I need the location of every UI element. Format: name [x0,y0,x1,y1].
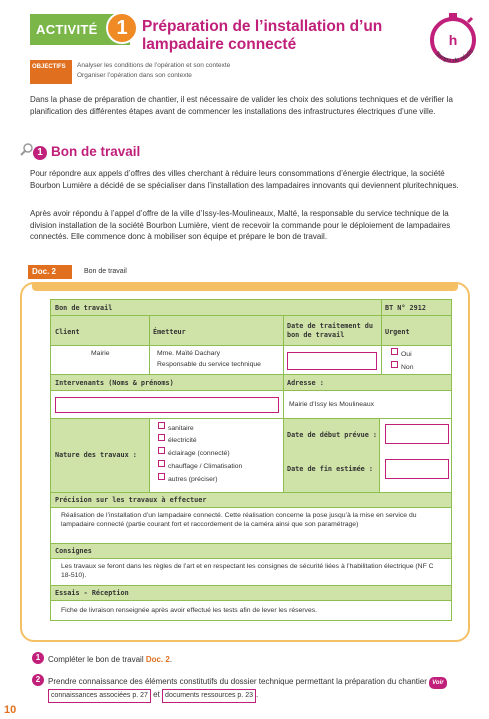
objectives-list [77,61,230,81]
form-title: Bon de travail [55,304,113,312]
date-fin-field[interactable] [385,459,449,479]
voir-badge: Voir [429,677,446,689]
activity-number: 1 [106,12,138,44]
nature-option: éclairage (connecté) [168,450,230,457]
document-frame-tab [32,283,458,291]
intervenants-field[interactable] [55,397,279,413]
precision-text: Réalisation de l’installation d’un lampadaire connecté. Cette réalisation concerne la pose jusqu’à la mise en service du lampadaire connecté (partie courant fort et raccordement de la caméra ainsi que son paramétrage) [61,512,417,528]
date-debut-field[interactable] [385,424,449,444]
ref-link-documents[interactable]: documents ressources p. 23 [162,689,256,703]
consignes-label: Consignes [55,547,92,555]
objectives-label: OBJECTIFS [30,60,72,84]
essais-text: Fiche de livraison renseignée après avoir effectué les tests afin de lever les réserves. [61,607,318,614]
essais-header [51,586,451,601]
doc-link[interactable]: Doc. 2 [145,655,170,664]
timer-letter: h [448,32,458,48]
essais-row [51,601,451,621]
intervenants-header [51,375,451,391]
form-data-row [51,346,451,375]
intro-text: Dans la phase de préparation de chantier, il est nécessaire de valider les choix des solutions techniques et de vérifier la planification des différentes étapes avant de commencer les installations des infrastructures électriques d’une ville. [30,95,453,116]
date-fin-label: Date de fin estimée : [287,465,373,473]
urgent-non-checkbox[interactable] [391,361,398,368]
question-1: Compléter le bon de travail Doc. 2. [48,655,173,664]
essais-label: Essais - Réception [55,589,129,597]
precision-label: Précision sur les travaux à effectuer [55,496,207,504]
section-title: Bon de travail [51,144,141,159]
col-emetteur: Émetteur [153,328,186,336]
work-order-form [50,299,452,621]
nature-option: électricité [168,437,197,444]
intervenants-row [51,391,451,419]
section-paragraph: Après avoir répondu à l’appel d’offre de la ville d’Issy-les-Moulineaux, Malté, la responsable du service technique de la division installation de la société Bourbon Lumière, vient de recevoir la commande pour le déploiement de lampadaires connectés. Elle commence donc à mobiliser son équipe et prépare le bon de travail. [30,209,451,241]
doc-caption: Bon de travail [84,268,127,275]
objective-item: Organiser l’opération dans son contexte [77,72,192,79]
nature-option: sanitaire [168,425,194,432]
col-date: Date de traitement du bon de travail [287,322,373,339]
doc-tag: Doc. 2 [28,265,72,279]
form-title-row [51,300,451,316]
adresse-value: Mairie d’Issy les Moulineaux [289,401,374,408]
nature-checkbox[interactable] [158,434,165,441]
consignes-row [51,559,451,586]
date-traitement-field[interactable] [287,352,377,370]
bt-number: BT N° 2912 [385,304,426,312]
question-number: 1 [32,652,44,664]
page-number: 10 [4,704,17,716]
consignes-header [51,544,451,559]
nature-checkbox[interactable] [158,422,165,429]
timer-caption: Temps de réalis [432,48,476,65]
objective-item: Analyser les conditions de l’opération et son contexte [77,62,231,69]
nature-checkbox[interactable] [158,473,165,480]
nature-checkbox[interactable] [158,447,165,454]
timer-icon [424,10,482,68]
consignes-text: Les travaux se feront dans les règles de l’art et en respectant les consignes de sécurité liées à l’habilitation électrique (NF C 18-510). [61,563,434,579]
magnifier-icon [20,142,34,156]
urgent-oui-checkbox[interactable] [391,348,398,355]
precision-header [51,493,451,508]
section-number: 1 [33,146,47,160]
page-title: Préparation de l’installation d’un lampadaire connecté [142,18,383,53]
urgent-non-label: Non [401,364,414,371]
adresse-label: Adresse : [287,379,324,387]
form-header-row [51,316,451,346]
urgent-oui-label: Oui [401,351,412,358]
emetteur-name: Mme. Maïté Dachary [157,350,221,357]
question-2: Prendre connaissance des éléments constitutifs du dossier technique permettant la préparation du chantier Voir connaissances associées p. 27 et documents ressources p. 23 . [48,676,470,703]
precision-row [51,508,451,544]
activity-label: ACTIVITÉ [30,14,130,45]
intervenants-label: Intervenants (Noms & prénoms) [55,379,174,387]
client-value: Mairie [91,350,110,357]
emetteur-role: Responsable du service technique [157,361,261,368]
nature-option: chauffage / Climatisation [168,463,243,470]
ref-link-connaissances[interactable]: connaissances associées p. 27 [48,689,151,703]
section-paragraph: Pour répondre aux appels d’offres des villes cherchant à réduire leurs consommations d’énergie électrique, la société Bourbon Lumière a décidé de se spécialiser dans l’installation des lampadaires innovants qui deviennent pluritechniques. [30,169,459,190]
question-number: 2 [32,674,44,686]
col-urgent: Urgent [385,328,410,336]
nature-label: Nature des travaux : [55,451,137,459]
date-debut-label: Date de début prévue : [287,431,378,439]
nature-option: autres (préciser) [168,476,218,483]
col-client: Client [55,328,80,336]
nature-row [51,419,451,493]
nature-checkbox[interactable] [158,460,165,467]
